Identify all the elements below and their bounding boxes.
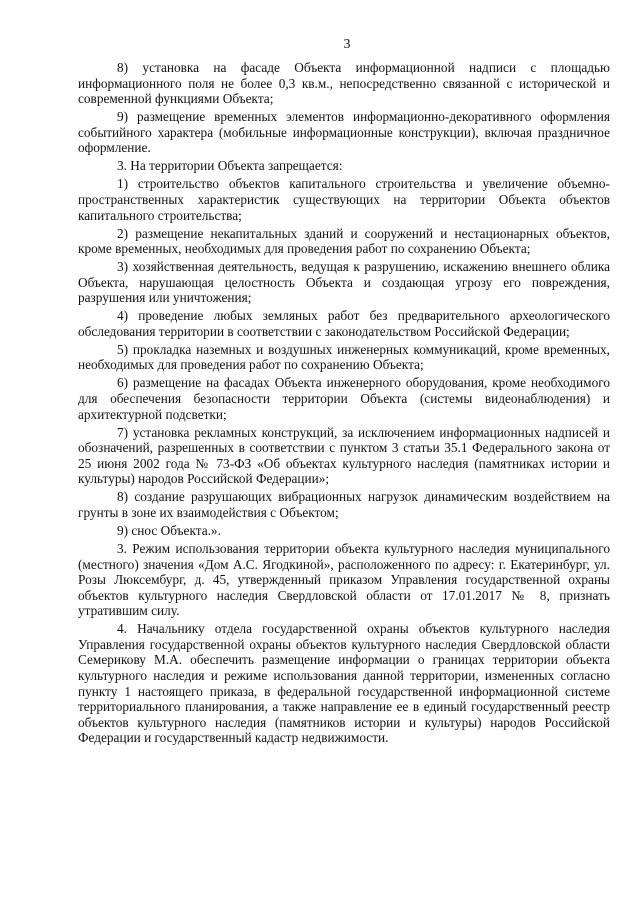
paragraph-order-item-4: 4. Начальнику отдела государственной охраны объектов культурного наследия Управления государственной охраны объектов культурного наследия Свердловской области Семерикову М.А. обеспечить размещение информации о границах территории объекта культурного наследия и режиме использования данной территории, измененных согласно пункту 1 настоящего приказа, в федеральной государственной информационной системе территориального планирования, а также направление ее в единый государственный реестр объектов культурного наследия (памятников истории и культуры) народов Российской Федерации и государственный кадастр недвижимости. bbox=[78, 621, 610, 746]
paragraph-prohibited-9: 9) снос Объекта.». bbox=[117, 522, 221, 538]
paragraph-order-item-3: 3. Режим использования территории объекта культурного наследия муниципального (местного) значения «Дом А.С. Ягодкиной», расположенного по адресу: г. Екатеринбург, ул. Розы Люксембург, д. 45, утвержденный приказом Управления государственной охраны объектов культурного наследия Свердловской области от 17.01.2017 № 8, признать утратившим силу. bbox=[78, 540, 610, 619]
paragraph-permitted-9: 9) размещение временных элементов информационно-декоративного оформления событийного характера (мобильные информационные конструкции), включая праздничное оформление. bbox=[78, 109, 610, 156]
paragraph-prohibited-4: 4) проведение любых земляных работ без предварительного археологического обследования территории в соответствии с законодательством Российской Федерации; bbox=[78, 308, 610, 339]
paragraph-prohibited-6: 6) размещение на фасадах Объекта инженерного оборудования, кроме необходимого для обеспечения безопасности территории Объекта (системы видеонаблюдения) и архитектурной подсветки; bbox=[78, 375, 610, 422]
paragraph-prohibited-8: 8) создание разрушающих вибрационных нагрузок динамическим воздействием на грунты в зоне их взаимодействия с Объектом; bbox=[78, 489, 610, 520]
paragraph-prohibited-1: 1) строительство объектов капитального строительства и увеличение объемно-пространственных характеристик существующих на территории Объекта объектов капитального строительства; bbox=[78, 176, 610, 223]
paragraph-prohibited-2: 2) размещение некапитальных зданий и сооружений и нестационарных объектов, кроме временных, необходимых для проведения работ по сохранению Объекта; bbox=[78, 225, 610, 257]
page-number: 3 bbox=[343, 37, 351, 52]
paragraph-permitted-8: 8) установка на фасаде Объекта информационной надписи с площадью информационного поля не более 0,3 кв.м., непосредственно связанной с исторической и современной функциями Объекта; bbox=[78, 60, 610, 107]
paragraph-prohibited-heading: 3. На территории Объекта запрещается: bbox=[117, 158, 343, 174]
paragraph-prohibited-7: 7) установка рекламных конструкций, за исключением информационных надписей и обозначений, разрешенных в соответствии с пунктом 3 статьи 35.1 Федерального закона от 25 июня 2002 года № 73-ФЗ «Об объектах культурного наследия (памятниках истории и культуры) народов Российской Федерации»; bbox=[78, 424, 610, 487]
paragraph-prohibited-3: 3) хозяйственная деятельность, ведущая к разрушению, искажению внешнего облика Объекта, нарушающая целостность Объекта и создающая угрозу его повреждения, разрушения или уничтожения; bbox=[78, 259, 610, 306]
paragraph-prohibited-5: 5) прокладка наземных и воздушных инженерных коммуникаций, кроме временных, необходимых для проведения работ по сохранению Объекта; bbox=[78, 341, 610, 373]
